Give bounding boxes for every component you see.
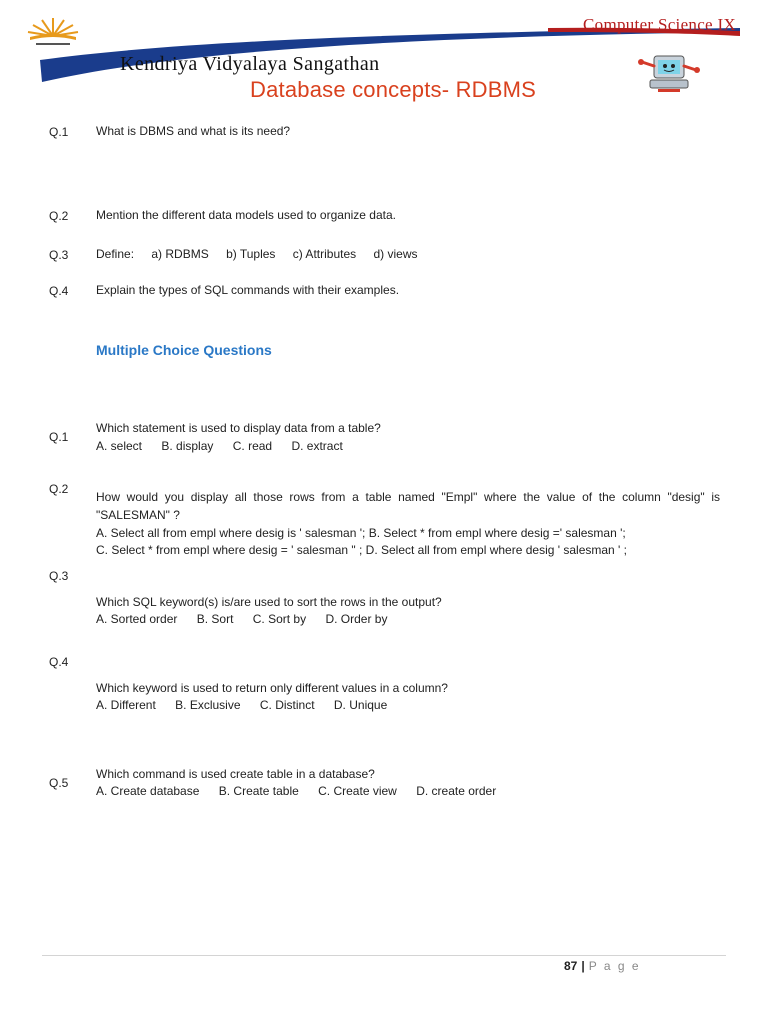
mcq-heading: Multiple Choice Questions (96, 342, 272, 358)
mcq-option: C. read (232, 439, 273, 453)
mcq-option: D. create order (416, 784, 497, 798)
question-number: Q.1 (49, 125, 69, 139)
mcq-number: Q.1 (49, 430, 69, 444)
footer-divider (42, 955, 726, 956)
page-number: 87 (564, 959, 578, 973)
mcq-option: C. Distinct (259, 698, 315, 712)
mcq-option: D. Order by (325, 612, 388, 626)
mcq-option: B. Sort (196, 612, 234, 626)
page-label: P a g e (588, 959, 641, 973)
question-number: Q.3 (49, 248, 69, 262)
mcq-number: Q.2 (49, 482, 69, 496)
mcq-question: Which statement is used to display data from a table? (96, 421, 381, 435)
mcq-option: A. Sorted order (96, 612, 178, 626)
mcq-option: A. select (96, 439, 143, 453)
define-item: a) RDBMS (151, 247, 209, 261)
mcq-option: C. Sort by (252, 612, 307, 626)
computer-mascot-icon (636, 52, 702, 94)
question-text: Explain the types of SQL commands with their examples. (96, 283, 400, 297)
mcq-options (96, 437, 359, 455)
mcq-option: D. extract (291, 439, 343, 453)
kvs-emblem-logo (22, 14, 84, 48)
organization-name: Kendriya Vidyalaya Sangathan (120, 53, 380, 75)
mcq-option: C. Create view (318, 784, 397, 798)
question-text: What is DBMS and what is its need? (96, 124, 291, 138)
mcq-number: Q.3 (49, 569, 69, 583)
mcq-question: How would you display all those rows from a table named "Empl" where the value of the column "desig" is "SALESMAN" ? (96, 490, 720, 522)
question-number: Q.2 (49, 209, 69, 223)
footer-separator: | (581, 959, 585, 973)
course-title: Computer Science IX (583, 15, 736, 34)
mcq-question: Which keyword is used to return only different values in a column? (96, 681, 448, 695)
mcq-option: B. display (161, 439, 214, 453)
page-title: Database concepts- RDBMS (250, 77, 537, 102)
mcq-number: Q.4 (49, 655, 69, 669)
define-lead: Define: (96, 247, 135, 261)
mcq-question: Which SQL keyword(s) is/are used to sort the rows in the output? (96, 595, 442, 609)
mcq-options (96, 782, 512, 800)
mcq-question: Which command is used create table in a database? (96, 767, 375, 781)
mcq-option-line: A. Select all from empl where desig is ' salesman '; B. Select * from empl where desig =' salesman '; (96, 526, 626, 540)
define-item: c) Attributes (292, 247, 357, 261)
mcq-number: Q.5 (49, 776, 69, 790)
mcq-option: B. Create table (218, 784, 299, 798)
mcq-option: B. Exclusive (175, 698, 241, 712)
mcq-option: A. Create database (96, 784, 200, 798)
mcq-option-line: C. Select * from empl where desig = ' salesman " ; D. Select all from empl where desig ' salesman ' ; (96, 543, 628, 557)
mcq-options (96, 610, 403, 628)
page-footer (564, 959, 641, 973)
mcq-option: A. Different (96, 698, 156, 712)
define-item: b) Tuples (226, 247, 276, 261)
question-text: Mention the different data models used to organize data. (96, 208, 396, 222)
mcq-options (96, 696, 403, 714)
definition-question (96, 245, 431, 263)
define-item: d) views (373, 247, 418, 261)
mcq-option: D. Unique (333, 698, 388, 712)
question-number: Q.4 (49, 284, 69, 298)
